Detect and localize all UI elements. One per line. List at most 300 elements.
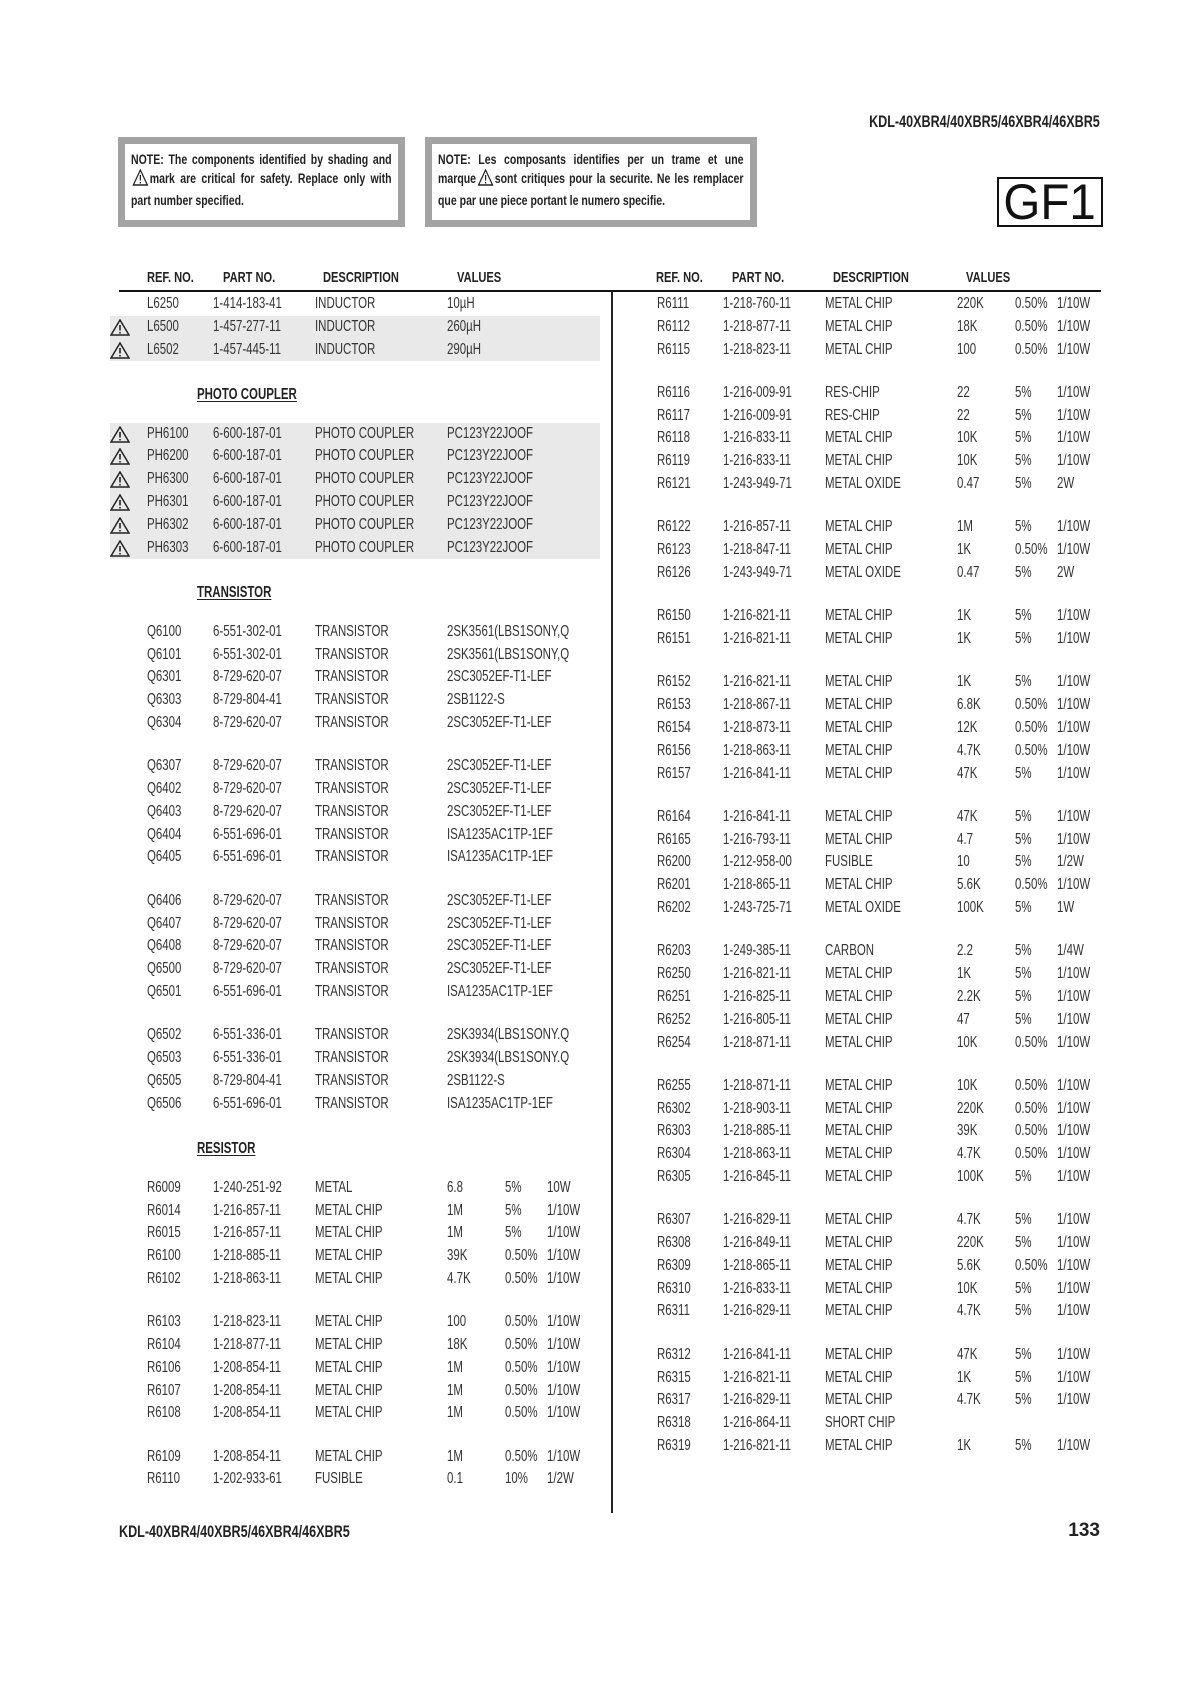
description: METAL CHIP	[825, 830, 893, 848]
value: ISA1235AC1TP-1EF	[447, 1094, 553, 1112]
ref-no: R6108	[147, 1404, 181, 1422]
wattage: 1/2W	[1057, 853, 1084, 871]
value: 2SK3934(LBS1SONY.Q	[447, 1026, 570, 1044]
ref-no: PH6301	[147, 493, 189, 511]
description: METAL CHIP	[315, 1313, 383, 1331]
description: METAL CHIP	[825, 741, 893, 759]
value: 1M	[447, 1404, 463, 1422]
description: METAL CHIP	[825, 317, 893, 335]
tolerance: 0.50%	[505, 1313, 538, 1331]
table-row	[110, 1200, 600, 1223]
description: METAL CHIP	[825, 630, 893, 648]
description: METAL CHIP	[825, 965, 893, 983]
value: 47K	[957, 764, 978, 782]
table-row	[110, 1268, 600, 1291]
tolerance: 5%	[1015, 429, 1032, 447]
wattage: 1/10W	[1057, 807, 1091, 825]
wattage: 1/2W	[547, 1470, 574, 1488]
ref-no: L6500	[147, 317, 179, 335]
part-no: 6-551-696-01	[213, 982, 282, 1000]
part-no: 1-218-877-11	[723, 317, 792, 335]
ref-no: R6310	[657, 1279, 691, 1297]
value: 2SB1122-S	[447, 691, 505, 709]
ref-no: R6102	[147, 1269, 181, 1287]
table-row	[620, 1075, 1110, 1098]
table-row	[620, 963, 1110, 986]
part-no: 1-218-885-11	[213, 1247, 282, 1265]
description: METAL CHIP	[825, 673, 893, 691]
wattage: 1/10W	[1057, 1145, 1091, 1163]
description: INDUCTOR	[315, 317, 376, 335]
ref-no: R6252	[657, 1010, 691, 1028]
ref-no: R6014	[147, 1201, 181, 1219]
ref-no: R6122	[657, 518, 691, 536]
section-heading	[110, 382, 600, 405]
wattage: 1/10W	[547, 1247, 581, 1265]
table-row	[110, 801, 600, 824]
ref-no: R6164	[657, 807, 691, 825]
part-no: 1-216-821-11	[723, 630, 792, 648]
description: METAL CHIP	[825, 1033, 893, 1051]
ref-no: R6153	[657, 696, 691, 714]
description: METAL CHIP	[825, 1168, 893, 1185]
part-no: 1-243-949-71	[723, 563, 792, 581]
ref-no: R6115	[657, 340, 690, 358]
table-row	[620, 874, 1110, 897]
ref-no: Q6402	[147, 780, 182, 798]
ref-no: R6150	[657, 607, 691, 625]
value: 2SC3052EF-T1-LEF	[447, 937, 552, 955]
part-no: 6-600-187-01	[213, 493, 282, 511]
description: TRANSISTOR	[315, 668, 389, 686]
value: 2SC3052EF-T1-LEF	[447, 802, 552, 820]
wattage: 1/10W	[1057, 764, 1091, 782]
description: METAL CHIP	[825, 1076, 893, 1094]
tolerance: 10%	[505, 1470, 528, 1488]
tolerance: 0.50%	[1015, 340, 1048, 358]
value: 0.47	[957, 475, 980, 493]
part-no: 8-729-620-07	[213, 914, 282, 932]
tolerance: 0.50%	[1015, 741, 1048, 759]
table-row	[620, 450, 1110, 473]
ref-no: R6317	[657, 1391, 691, 1409]
table-row	[110, 491, 600, 514]
wattage: 1/10W	[1057, 630, 1091, 648]
ref-no: R6200	[657, 853, 691, 871]
description: TRANSISTOR	[315, 691, 389, 709]
table-row	[620, 473, 1110, 496]
table-row	[620, 740, 1110, 763]
description: METAL CHIP	[825, 764, 893, 782]
value: 2SB1122-S	[447, 1071, 505, 1089]
value: PC123Y22JOOF	[447, 493, 534, 511]
table-row	[110, 293, 600, 316]
ref-no: Q6506	[147, 1094, 182, 1112]
part-no: 6-600-187-01	[213, 538, 282, 556]
value: 260µH	[447, 317, 482, 335]
tolerance: 5%	[1015, 475, 1032, 493]
table-row	[110, 981, 600, 1004]
table-row	[110, 1222, 600, 1245]
tolerance: 5%	[1015, 1368, 1032, 1386]
description: PHOTO COUPLER	[315, 447, 415, 465]
description: METAL CHIP	[825, 1234, 893, 1252]
wattage: 1/10W	[547, 1224, 581, 1242]
table-row	[110, 1024, 600, 1047]
ref-no: R6009	[147, 1178, 181, 1196]
part-no: 8-729-620-07	[213, 802, 282, 820]
tolerance: 5%	[1015, 1010, 1032, 1028]
wattage: 1/10W	[1057, 1368, 1091, 1386]
wattage: 1/10W	[547, 1381, 581, 1399]
description: METAL CHIP	[825, 1010, 893, 1028]
tolerance: 5%	[1015, 807, 1032, 825]
table-row	[620, 1255, 1110, 1278]
description: METAL CHIP	[315, 1247, 383, 1265]
column-divider	[611, 291, 613, 1513]
description: METAL CHIP	[825, 452, 893, 470]
ref-no: Q6307	[147, 757, 182, 775]
table-row	[620, 316, 1110, 339]
wattage: 1/10W	[1057, 383, 1091, 401]
description: SHORT CHIP	[825, 1414, 896, 1432]
table-row	[620, 763, 1110, 786]
ref-no: Q6405	[147, 848, 182, 866]
tolerance: 5%	[1015, 563, 1032, 581]
col-header-description: DESCRIPTION	[323, 269, 399, 286]
description: METAL CHIP	[825, 429, 893, 447]
table-row	[620, 1166, 1110, 1189]
ref-no: R6201	[657, 876, 691, 894]
value: 5.6K	[957, 876, 981, 894]
value: 10K	[957, 1279, 978, 1297]
wattage: 1/10W	[1057, 1168, 1091, 1185]
description: TRANSISTOR	[315, 757, 389, 775]
description: FUSIBLE	[825, 853, 873, 871]
part-no: 1-249-385-11	[723, 942, 792, 960]
tolerance: 0.50%	[1015, 876, 1048, 894]
part-no: 1-457-277-11	[213, 317, 282, 335]
part-no: 6-551-696-01	[213, 848, 282, 866]
header-rule	[119, 290, 1101, 292]
tolerance: 0.50%	[1015, 1145, 1048, 1163]
part-no: 1-216-857-11	[213, 1224, 282, 1242]
tolerance: 0.50%	[505, 1269, 538, 1287]
ref-no: R6302	[657, 1099, 691, 1117]
value: 100K	[957, 899, 984, 917]
tolerance: 0.50%	[1015, 1122, 1048, 1140]
part-no: 1-218-871-11	[723, 1076, 792, 1094]
description: METAL CHIP	[825, 1345, 893, 1363]
tolerance: 5%	[1015, 1436, 1032, 1454]
wattage: 1/10W	[547, 1335, 581, 1353]
wattage: 1/10W	[1057, 987, 1091, 1005]
part-no: 1-216-821-11	[723, 607, 792, 625]
tolerance: 5%	[1015, 764, 1032, 782]
ref-no: R6121	[657, 475, 691, 493]
col-header-part: PART NO.	[732, 269, 785, 286]
table-row	[620, 717, 1110, 740]
value: 1M	[957, 518, 973, 536]
table-row	[620, 851, 1110, 874]
wattage: 2W	[1057, 475, 1075, 493]
part-no: 1-216-849-11	[723, 1234, 792, 1252]
wattage: 1/10W	[547, 1404, 581, 1422]
note-text: NOTE: The components identified by shading and	[131, 152, 392, 167]
part-no: 6-600-187-01	[213, 424, 282, 442]
description: METAL	[315, 1178, 353, 1196]
ref-no: R6319	[657, 1436, 691, 1454]
table-row	[620, 897, 1110, 920]
description: TRANSISTOR	[315, 1026, 389, 1044]
wattage: 10W	[547, 1178, 571, 1196]
ref-no: R6109	[147, 1447, 181, 1465]
part-no: 1-218-823-11	[723, 340, 792, 358]
value: 2SK3561(LBS1SONY,Q	[447, 645, 570, 663]
tolerance: 0.50%	[505, 1358, 538, 1376]
table-row	[110, 958, 600, 981]
description: TRANSISTOR	[315, 802, 389, 820]
ref-no: R6100	[147, 1247, 181, 1265]
tolerance: 0.50%	[1015, 1033, 1048, 1051]
wattage: 1/10W	[1057, 1099, 1091, 1117]
description: TRANSISTOR	[315, 914, 389, 932]
ref-no: R6111	[657, 295, 690, 312]
value: 220K	[957, 1099, 984, 1117]
section-heading-text: TRANSISTOR	[197, 583, 272, 601]
ref-no: R6106	[147, 1358, 181, 1376]
description: CARBON	[825, 942, 875, 960]
part-no: 6-600-187-01	[213, 515, 282, 533]
wattage: 1/10W	[1057, 406, 1091, 424]
part-no: 6-551-302-01	[213, 645, 282, 663]
table-row	[620, 986, 1110, 1009]
table-row	[110, 1311, 600, 1334]
value: 2SK3561(LBS1SONY,Q	[447, 622, 570, 640]
wattage: 1/10W	[1057, 673, 1091, 691]
tolerance: 0.50%	[1015, 1256, 1048, 1274]
value: 100K	[957, 1168, 984, 1185]
part-no: 6-551-696-01	[213, 825, 282, 843]
ref-no: Q6505	[147, 1071, 182, 1089]
value: 4.7K	[957, 741, 981, 759]
table-row	[110, 423, 600, 446]
value: ISA1235AC1TP-1EF	[447, 982, 553, 1000]
ref-no: Q6301	[147, 668, 182, 686]
description: METAL CHIP	[825, 1368, 893, 1386]
table-row	[620, 539, 1110, 562]
part-no: 1-216-857-11	[213, 1201, 282, 1219]
value: 10K	[957, 1033, 978, 1051]
description: METAL OXIDE	[825, 475, 901, 493]
table-row	[110, 755, 600, 778]
value: 10K	[957, 452, 978, 470]
part-no: 1-243-949-71	[723, 475, 792, 493]
wattage: 1/10W	[547, 1313, 581, 1331]
wattage: 1/10W	[1057, 718, 1091, 736]
table-row	[620, 1098, 1110, 1121]
value: 1K	[957, 1368, 972, 1386]
note-text: NOTE: Les composants identifies per un trame et une marque	[438, 152, 744, 186]
tolerance: 0.50%	[1015, 718, 1048, 736]
value: 4.7K	[957, 1211, 981, 1229]
part-no: 6-600-187-01	[213, 447, 282, 465]
ref-no: PH6303	[147, 538, 189, 556]
value: PC123Y22JOOF	[447, 515, 534, 533]
ref-no: Q6501	[147, 982, 182, 1000]
description: PHOTO COUPLER	[315, 493, 415, 511]
part-no: 1-218-863-11	[723, 741, 792, 759]
tolerance: 5%	[1015, 630, 1032, 648]
tolerance: 5%	[1015, 1211, 1032, 1229]
wattage: 1/10W	[1057, 518, 1091, 536]
part-no: 1-216-829-11	[723, 1391, 792, 1409]
description: METAL CHIP	[825, 518, 893, 536]
ref-no: Q6503	[147, 1049, 182, 1067]
wattage: 2W	[1057, 563, 1075, 581]
section-heading	[110, 580, 600, 603]
table-row	[110, 778, 600, 801]
table-row	[620, 516, 1110, 539]
ref-no: L6250	[147, 295, 179, 312]
value: 10K	[957, 1076, 978, 1094]
part-no: 1-216-841-11	[723, 807, 792, 825]
description: METAL CHIP	[825, 1145, 893, 1163]
description: PHOTO COUPLER	[315, 424, 415, 442]
table-row	[620, 1278, 1110, 1301]
table-row	[620, 628, 1110, 651]
ref-no: R6156	[657, 741, 691, 759]
part-no: 1-216-857-11	[723, 518, 792, 536]
wattage: 1/10W	[1057, 696, 1091, 714]
wattage: 1/10W	[1057, 876, 1091, 894]
table-row	[620, 427, 1110, 450]
value: PC123Y22JOOF	[447, 447, 534, 465]
part-no: 1-218-885-11	[723, 1122, 792, 1140]
part-no: 1-216-821-11	[723, 1368, 792, 1386]
tolerance: 0.50%	[505, 1381, 538, 1399]
tolerance: 5%	[1015, 899, 1032, 917]
wattage: 1/10W	[1057, 1345, 1091, 1363]
part-no: 8-729-620-07	[213, 780, 282, 798]
tolerance: 0.50%	[1015, 696, 1048, 714]
wattage: 1/10W	[1057, 1279, 1091, 1297]
description: METAL OXIDE	[825, 899, 901, 917]
description: TRANSISTOR	[315, 982, 389, 1000]
value: 2SC3052EF-T1-LEF	[447, 713, 552, 731]
description: TRANSISTOR	[315, 645, 389, 663]
table-row	[620, 1009, 1110, 1032]
part-no: 1-218-847-11	[723, 541, 792, 559]
part-no: 1-216-821-11	[723, 673, 792, 691]
wattage: 1/10W	[1057, 541, 1091, 559]
col-header-values: VALUES	[966, 269, 1011, 286]
table-row	[620, 694, 1110, 717]
ref-no: R6107	[147, 1381, 181, 1399]
ref-no: R6315	[657, 1368, 691, 1386]
value: 100	[957, 340, 977, 358]
description: INDUCTOR	[315, 340, 376, 358]
part-no: 8-729-620-07	[213, 937, 282, 955]
description: METAL CHIP	[825, 807, 893, 825]
ref-no: R6165	[657, 830, 691, 848]
table-row	[110, 666, 600, 689]
description: TRANSISTOR	[315, 1071, 389, 1089]
part-no: 1-216-805-11	[723, 1010, 792, 1028]
wattage: 1/10W	[547, 1447, 581, 1465]
section-heading-text: RESISTOR	[197, 1139, 256, 1157]
part-no: 1-216-829-11	[723, 1211, 792, 1229]
wattage: 1W	[1057, 899, 1075, 917]
value: 100	[447, 1313, 467, 1331]
part-no: 1-414-183-41	[213, 295, 282, 312]
wattage: 1/10W	[1057, 741, 1091, 759]
table-row	[620, 405, 1110, 428]
table-row	[620, 1389, 1110, 1412]
warning-triangle-icon	[478, 169, 494, 191]
description: FUSIBLE	[315, 1470, 363, 1488]
value: 6.8	[447, 1178, 463, 1196]
table-row	[620, 605, 1110, 628]
part-no: 1-218-873-11	[723, 718, 792, 736]
value: 4.7K	[447, 1269, 471, 1287]
value: 2SC3052EF-T1-LEF	[447, 668, 552, 686]
description: METAL OXIDE	[825, 563, 901, 581]
table-row	[110, 514, 600, 537]
part-no: 8-729-804-41	[213, 691, 282, 709]
table-row	[110, 1047, 600, 1070]
description: METAL CHIP	[825, 1391, 893, 1409]
part-no: 1-216-009-91	[723, 406, 792, 424]
warning-triangle-icon	[133, 169, 149, 191]
description: TRANSISTOR	[315, 937, 389, 955]
tolerance: 5%	[505, 1178, 522, 1196]
part-no: 8-729-620-07	[213, 960, 282, 978]
ref-no: R6103	[147, 1313, 181, 1331]
table-row	[110, 1402, 600, 1425]
value: 1K	[957, 541, 972, 559]
table-row	[110, 1070, 600, 1093]
ref-no: Q6408	[147, 937, 182, 955]
tolerance: 0.50%	[505, 1335, 538, 1353]
wattage: 1/10W	[1057, 429, 1091, 447]
table-row	[110, 913, 600, 936]
wattage: 1/10W	[1057, 1234, 1091, 1252]
description: METAL CHIP	[315, 1269, 383, 1287]
part-no: 1-212-958-00	[723, 853, 792, 871]
description: TRANSISTOR	[315, 848, 389, 866]
ref-no: R6202	[657, 899, 691, 917]
description: RES-CHIP	[825, 406, 880, 424]
table-row	[110, 846, 600, 869]
description: METAL CHIP	[825, 696, 893, 714]
model-title: KDL-40XBR4/40XBR5/46XBR4/46XBR5	[869, 112, 1100, 131]
value: 22	[957, 383, 970, 401]
description: TRANSISTOR	[315, 960, 389, 978]
ref-no: R6110	[147, 1470, 180, 1488]
safety-note-english	[118, 137, 405, 227]
col-header-ref: REF. NO.	[656, 269, 703, 286]
table-row	[620, 1120, 1110, 1143]
wattage: 1/10W	[1057, 1033, 1091, 1051]
ref-no: R6318	[657, 1414, 691, 1432]
wattage: 1/10W	[1057, 1256, 1091, 1274]
tolerance: 5%	[1015, 452, 1032, 470]
ref-no: R6309	[657, 1256, 691, 1274]
description: METAL CHIP	[315, 1201, 383, 1219]
description: METAL CHIP	[825, 876, 893, 894]
part-no: 1-216-833-11	[723, 452, 792, 470]
